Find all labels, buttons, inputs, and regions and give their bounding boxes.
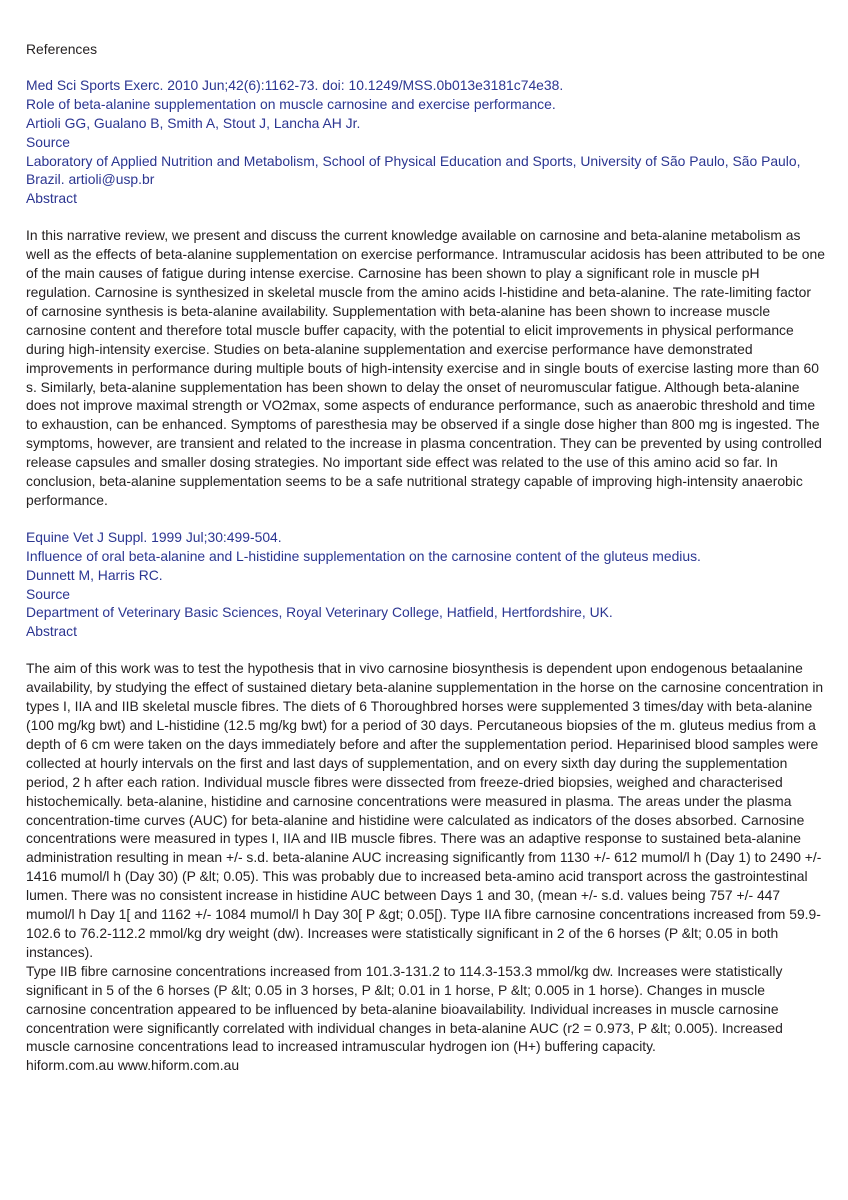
abstract-label: Abstract (26, 190, 77, 207)
abstract-paragraph: In this narrative review, we present and discuss the current knowledge available on carnosine and beta-alanine metabolism as well as the effects of beta-alanine supplementation on exercise performance. Intramuscular acidosis has been attributed to be one of the main causes of fatigue during intense exercise. Carnosine has been shown to play a significant role in muscle pH regulation. Carnosine is synthesized in skeletal muscle from the amino acids l-histidine and beta-alanine. The rate-limiting factor of carnosine synthesis is beta-alanine availability. Supplementation with beta-alanine has been shown to increase muscle carnosine content and therefore total muscle buffer capacity, with the potential to elicit improvements in physical performance during high-intensity exercise. Studies on beta-alanine supplementation and exercise performance have demonstrated improvements in performance during multiple bouts of high-intensity exercise and in single bouts of exercise lasting more than 60 s. Similarly, beta-alanine supplementation has been shown to delay the onset of neuromuscular fatigue. Although beta-alanine does not improve maximal strength or VO2max, some aspects of endurance performance, such as anaerobic threshold and time to exhaustion, can be enhanced. Symptoms of paresthesia may be observed if a single dose higher than 800 mg is ingested. The symptoms, however, are transient and related to the increase in plasma concentration. They can be prevented by using controlled release capsules and smaller dosing strategies. No important side effect was related to the use of this amino acid so far. In conclusion, beta-alanine supplementation seems to be a safe nutritional strategy capable of improving high-intensity anaerobic performance. (26, 227, 825, 508)
authors[interactable]: Artioli GG, Gualano B, Smith A, Stout J, Lancha AH Jr. (26, 114, 361, 131)
reference-entry (26, 76, 826, 510)
abstract-body (26, 226, 826, 510)
document-page (26, 40, 826, 1075)
citation[interactable]: Equine Vet J Suppl. 1999 Jul;30:499-504. (26, 528, 282, 545)
reference-meta (26, 76, 826, 208)
source-label: Source (26, 585, 71, 602)
citation[interactable]: Med Sci Sports Exerc. 2010 Jun;42(6):1162-73. doi: 10.1249/MSS.0b013e3181c74e38. (26, 76, 564, 93)
source-affiliation[interactable]: Department of Veterinary Basic Sciences, Royal Veterinary College, Hatfield, Hertfordshire, UK. (26, 604, 613, 621)
source-affiliation[interactable]: Laboratory of Applied Nutrition and Metabolism, School of Physical Education and Sports, University of São Paulo, São Paulo, Brazil. artioli@usp.br (26, 152, 801, 188)
article-title[interactable]: Influence of oral beta-alanine and L-histidine supplementation on the carnosine content of the gluteus medius. (26, 547, 701, 564)
reference-entry (26, 528, 826, 1075)
abstract-paragraph: The aim of this work was to test the hypothesis that in vivo carnosine biosynthesis is dependent upon endogenous betaalanine (26, 660, 803, 677)
footer-website[interactable]: hiform.com.au www.hiform.com.au (26, 1057, 240, 1074)
source-label: Source (26, 133, 71, 150)
abstract-body (26, 659, 826, 1075)
reference-meta (26, 528, 826, 641)
abstract-paragraph: availability, by studying the effect of sustained dietary beta-alanine supplementation in the horse on the carnosine concentration in types I, IIA and IIB skeletal muscle fibres. The diets of 6 Thoroughbred horses were supplemented 3 times/day with beta-alanine (100 mg/kg bwt) and L-histidine (12.5 mg/kg bwt) for a period of 30 days. Percutaneous biopsies of the m. gluteus medius from a depth of 6 cm were taken on the days immediately before and after the supplementation period. Heparinised blood samples were collected at hourly intervals on the first and last days of supplementation, and on every sixth day during the supplementation period, 2 h after each ration. Individual muscle fibres were dissected from freeze-dried biopsies, weighed and characterised histochemically. beta-alanine, histidine and carnosine concentrations were measured in plasma. The areas under the plasma concentration-time curves (AUC) for beta-alanine and histidine were calculated as indicators of the doses absorbed. Carnosine concentrations were measured in types I, IIA and IIB muscle fibres. There was an adaptive response to sustained beta-alanine administration resulting in mean +/- s.d. beta-alanine AUC increasing significantly from 1130 +/- 612 mumol/l h (Day 1) to 2490 +/- 1416 mumol/l h (Day 30) (P &lt; 0.05). This was probably due to increased beta-amino acid transport across the gastrointestinal lumen. There was no consistent increase in histidine AUC between Days 1 and 30, (mean +/- s.d. values being 757 +/- 447 mumol/l h Day 1[ and 1162 +/- 1084 mumol/l h Day 30[ P &gt; 0.05[). Type IIA fibre carnosine concentrations increased from 59.9-102.6 to 76.2-112.2 mmol/kg dry weight (dw). Increases were statistically significant in 2 of the 6 horses (P &lt; 0.05 in both instances). (26, 679, 824, 960)
authors[interactable]: Dunnett M, Harris RC. (26, 566, 163, 583)
references-heading: References (26, 41, 98, 57)
article-title[interactable]: Role of beta-alanine supplementation on muscle carnosine and exercise performance. (26, 95, 556, 112)
abstract-paragraph: Type IIB fibre carnosine concentrations increased from 101.3-131.2 to 114.3-153.3 mmol/kg dw. Increases were statistically significant in 5 of the 6 horses (P &lt; 0.05 in 3 horses, P &lt; 0.01 in 1 horse, P &lt; 0.005 in 1 horse). Changes in muscle carnosine concentration appeared to be influenced by beta-alanine bioavailability. Individual increases in muscle carnosine concentration were significantly correlated with individual changes in beta-alanine AUC (r2 = 0.973, P &lt; 0.005). Increased muscle carnosine concentrations lead to increased intramuscular hydrogen ion (H+) buffering capacity. (26, 962, 783, 1055)
abstract-label: Abstract (26, 623, 77, 640)
